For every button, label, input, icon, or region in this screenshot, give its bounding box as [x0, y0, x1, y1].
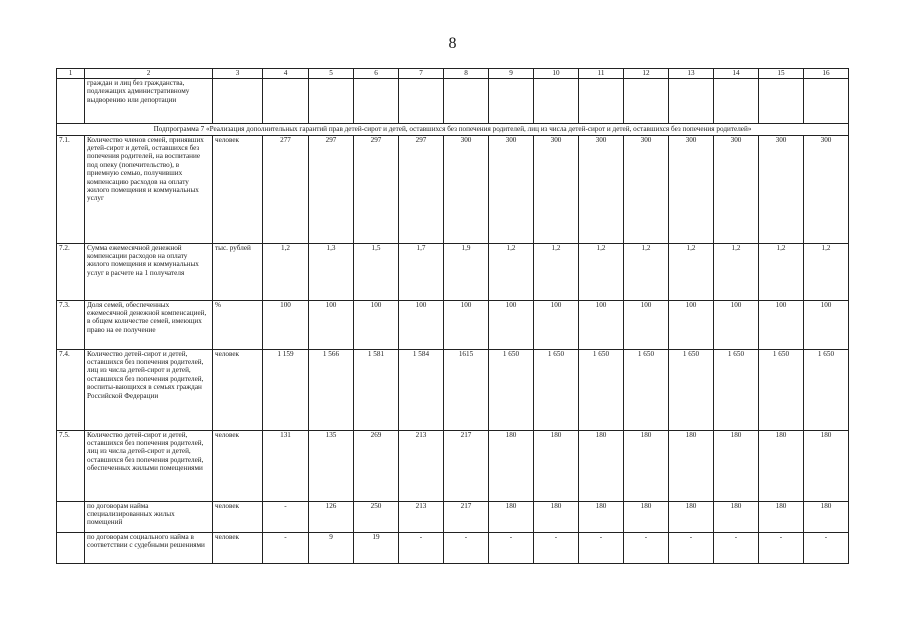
column-number-cell: 11	[579, 69, 624, 79]
unit-cell: человек	[213, 349, 263, 430]
indicator-name-cell: граждан и лиц без гражданства, подлежащих административному выдворению или депортации	[85, 79, 213, 124]
value-cell	[309, 79, 354, 124]
value-cell: 1,2	[534, 243, 579, 300]
value-cell: 1 650	[804, 349, 849, 430]
value-cell	[263, 79, 309, 124]
value-cell: -	[804, 532, 849, 563]
value-cell: -	[399, 532, 444, 563]
indicator-name-cell: Количество членов семей, принявших детей-сирот и детей, оставшихся без попечения родителей, на воспитание под опеку (попечительство), в приемную семью, получивших компенсацию расходов на оплату жилого помещения и коммунальных услуг	[85, 135, 213, 243]
value-cell: 180	[804, 430, 849, 501]
value-cell: 131	[263, 430, 309, 501]
value-cell: 180	[714, 501, 759, 532]
value-cell: -	[534, 532, 579, 563]
table-row	[57, 532, 849, 563]
row-number-cell: 7.1.	[57, 135, 85, 243]
table-row	[57, 349, 849, 430]
value-cell: -	[714, 532, 759, 563]
value-cell: 1 650	[534, 349, 579, 430]
value-cell: 1,3	[309, 243, 354, 300]
row-number-cell: 7.4.	[57, 349, 85, 430]
value-cell: -	[579, 532, 624, 563]
indicator-name-cell: Доля семей, обеспеченных ежемесячной денежной компенсацией, в общем количестве семей, имеющих право на ее получение	[85, 300, 213, 349]
value-cell: 100	[669, 300, 714, 349]
value-cell: 250	[354, 501, 399, 532]
value-cell: 300	[759, 135, 804, 243]
value-cell: 1 584	[399, 349, 444, 430]
value-cell: 217	[444, 430, 489, 501]
table-row-continued	[57, 79, 849, 124]
value-cell: 300	[804, 135, 849, 243]
indicator-name-cell: по договорам социального найма в соответствии с судебными решениями	[85, 532, 213, 563]
value-cell: 1,2	[669, 243, 714, 300]
value-cell: 180	[534, 430, 579, 501]
value-cell: 180	[669, 501, 714, 532]
value-cell: 100	[489, 300, 534, 349]
value-cell: 180	[534, 501, 579, 532]
value-cell	[444, 79, 489, 124]
value-cell	[759, 79, 804, 124]
value-cell: 300	[624, 135, 669, 243]
value-cell: 1,7	[399, 243, 444, 300]
value-cell: 1,9	[444, 243, 489, 300]
value-cell: 1 650	[579, 349, 624, 430]
value-cell: 100	[399, 300, 444, 349]
indicator-name-cell: Количество детей-сирот и детей, оставшихся без попечения родителей, лиц из числа детей-сирот и детей, оставшихся без попечения родителей, воспиты-вающихся в семьях граждан Российской Федерации	[85, 349, 213, 430]
value-cell: 1,2	[759, 243, 804, 300]
value-cell: 297	[309, 135, 354, 243]
value-cell	[624, 79, 669, 124]
value-cell	[354, 79, 399, 124]
column-number-cell: 10	[534, 69, 579, 79]
value-cell: 180	[624, 501, 669, 532]
value-cell	[399, 79, 444, 124]
value-cell: 100	[263, 300, 309, 349]
value-cell: 297	[399, 135, 444, 243]
indicators-table	[56, 68, 849, 564]
value-cell: -	[263, 532, 309, 563]
value-cell	[714, 79, 759, 124]
value-cell: -	[669, 532, 714, 563]
value-cell: 180	[759, 430, 804, 501]
value-cell: 1615	[444, 349, 489, 430]
unit-cell: человек	[213, 501, 263, 532]
value-cell: 135	[309, 430, 354, 501]
value-cell: 9	[309, 532, 354, 563]
column-number-cell: 1	[57, 69, 85, 79]
value-cell: 180	[579, 430, 624, 501]
column-number-cell: 9	[489, 69, 534, 79]
value-cell: 100	[579, 300, 624, 349]
value-cell: 213	[399, 501, 444, 532]
subprogram-row	[57, 124, 849, 136]
value-cell: 1 650	[624, 349, 669, 430]
value-cell: 1,2	[489, 243, 534, 300]
value-cell: 1,2	[624, 243, 669, 300]
value-cell: 300	[669, 135, 714, 243]
value-cell: 180	[714, 430, 759, 501]
value-cell: 100	[804, 300, 849, 349]
column-number-cell: 6	[354, 69, 399, 79]
value-cell: 100	[444, 300, 489, 349]
row-number-cell	[57, 532, 85, 563]
value-cell: -	[759, 532, 804, 563]
value-cell: -	[489, 532, 534, 563]
value-cell: 297	[354, 135, 399, 243]
value-cell	[213, 79, 263, 124]
value-cell: 269	[354, 430, 399, 501]
table-row	[57, 135, 849, 243]
value-cell: 100	[309, 300, 354, 349]
value-cell: 180	[624, 430, 669, 501]
page-number: 8	[448, 35, 457, 52]
value-cell	[669, 79, 714, 124]
column-number-cell: 15	[759, 69, 804, 79]
indicator-name-cell: Сумма ежемесячной денежной компенсации расходов на оплату жилого помещения и коммунальных услуг в расчете на 1 получателя	[85, 243, 213, 300]
value-cell: 1 650	[759, 349, 804, 430]
value-cell: 1,2	[579, 243, 624, 300]
unit-cell: тыс. рублей	[213, 243, 263, 300]
value-cell: 1 650	[489, 349, 534, 430]
column-number-cell: 8	[444, 69, 489, 79]
value-cell: 213	[399, 430, 444, 501]
value-cell: 1 650	[714, 349, 759, 430]
value-cell: -	[444, 532, 489, 563]
value-cell: 100	[534, 300, 579, 349]
value-cell: 300	[489, 135, 534, 243]
row-number-cell	[57, 501, 85, 532]
value-cell: 1,5	[354, 243, 399, 300]
value-cell: 180	[489, 501, 534, 532]
value-cell: 1 650	[669, 349, 714, 430]
table-row	[57, 501, 849, 532]
column-number-cell: 13	[669, 69, 714, 79]
value-cell: 300	[534, 135, 579, 243]
value-cell: -	[624, 532, 669, 563]
value-cell: 180	[759, 501, 804, 532]
unit-cell: человек	[213, 135, 263, 243]
column-number-cell: 5	[309, 69, 354, 79]
value-cell: 100	[759, 300, 804, 349]
column-number-cell: 16	[804, 69, 849, 79]
value-cell: 1 581	[354, 349, 399, 430]
column-number-cell: 14	[714, 69, 759, 79]
column-number-cell: 3	[213, 69, 263, 79]
column-number-cell: 2	[85, 69, 213, 79]
value-cell	[579, 79, 624, 124]
row-number-cell: 7.5.	[57, 430, 85, 501]
table-row	[57, 430, 849, 501]
value-cell: 217	[444, 501, 489, 532]
unit-cell: человек	[213, 532, 263, 563]
value-cell: 100	[624, 300, 669, 349]
row-number-cell: 7.3.	[57, 300, 85, 349]
row-number-cell	[57, 79, 85, 124]
value-cell: 1 159	[263, 349, 309, 430]
value-cell: 180	[579, 501, 624, 532]
value-cell: 180	[669, 430, 714, 501]
table-row	[57, 300, 849, 349]
value-cell: 277	[263, 135, 309, 243]
value-cell: -	[263, 501, 309, 532]
column-number-cell: 7	[399, 69, 444, 79]
column-number-cell: 4	[263, 69, 309, 79]
value-cell: 100	[714, 300, 759, 349]
unit-cell: %	[213, 300, 263, 349]
value-cell: 180	[489, 430, 534, 501]
value-cell: 300	[579, 135, 624, 243]
value-cell: 300	[714, 135, 759, 243]
value-cell	[534, 79, 579, 124]
value-cell: 1,2	[804, 243, 849, 300]
value-cell: 180	[804, 501, 849, 532]
indicator-name-cell: по договорам найма специализированных жилых помещений	[85, 501, 213, 532]
indicator-name-cell: Количество детей-сирот и детей, оставшихся без попечения родителей, лиц из числа детей-сирот и детей, оставшихся без попечения родителей, обеспеченных жилыми помещениями	[85, 430, 213, 501]
table-row	[57, 243, 849, 300]
value-cell: 1,2	[263, 243, 309, 300]
value-cell: 100	[354, 300, 399, 349]
value-cell: 19	[354, 532, 399, 563]
value-cell: 126	[309, 501, 354, 532]
value-cell	[489, 79, 534, 124]
unit-cell: человек	[213, 430, 263, 501]
value-cell: 1,2	[714, 243, 759, 300]
row-number-cell: 7.2.	[57, 243, 85, 300]
subprogram-title: Подпрограмма 7 «Реализация дополнительных гарантий прав детей-сирот и детей, оставшихся без попечения родителей, лиц из числа детей-сирот и детей, оставшихся без попечения родителей»	[57, 124, 849, 136]
value-cell	[804, 79, 849, 124]
column-number-row	[57, 69, 849, 79]
column-number-cell: 12	[624, 69, 669, 79]
value-cell: 300	[444, 135, 489, 243]
value-cell: 1 566	[309, 349, 354, 430]
